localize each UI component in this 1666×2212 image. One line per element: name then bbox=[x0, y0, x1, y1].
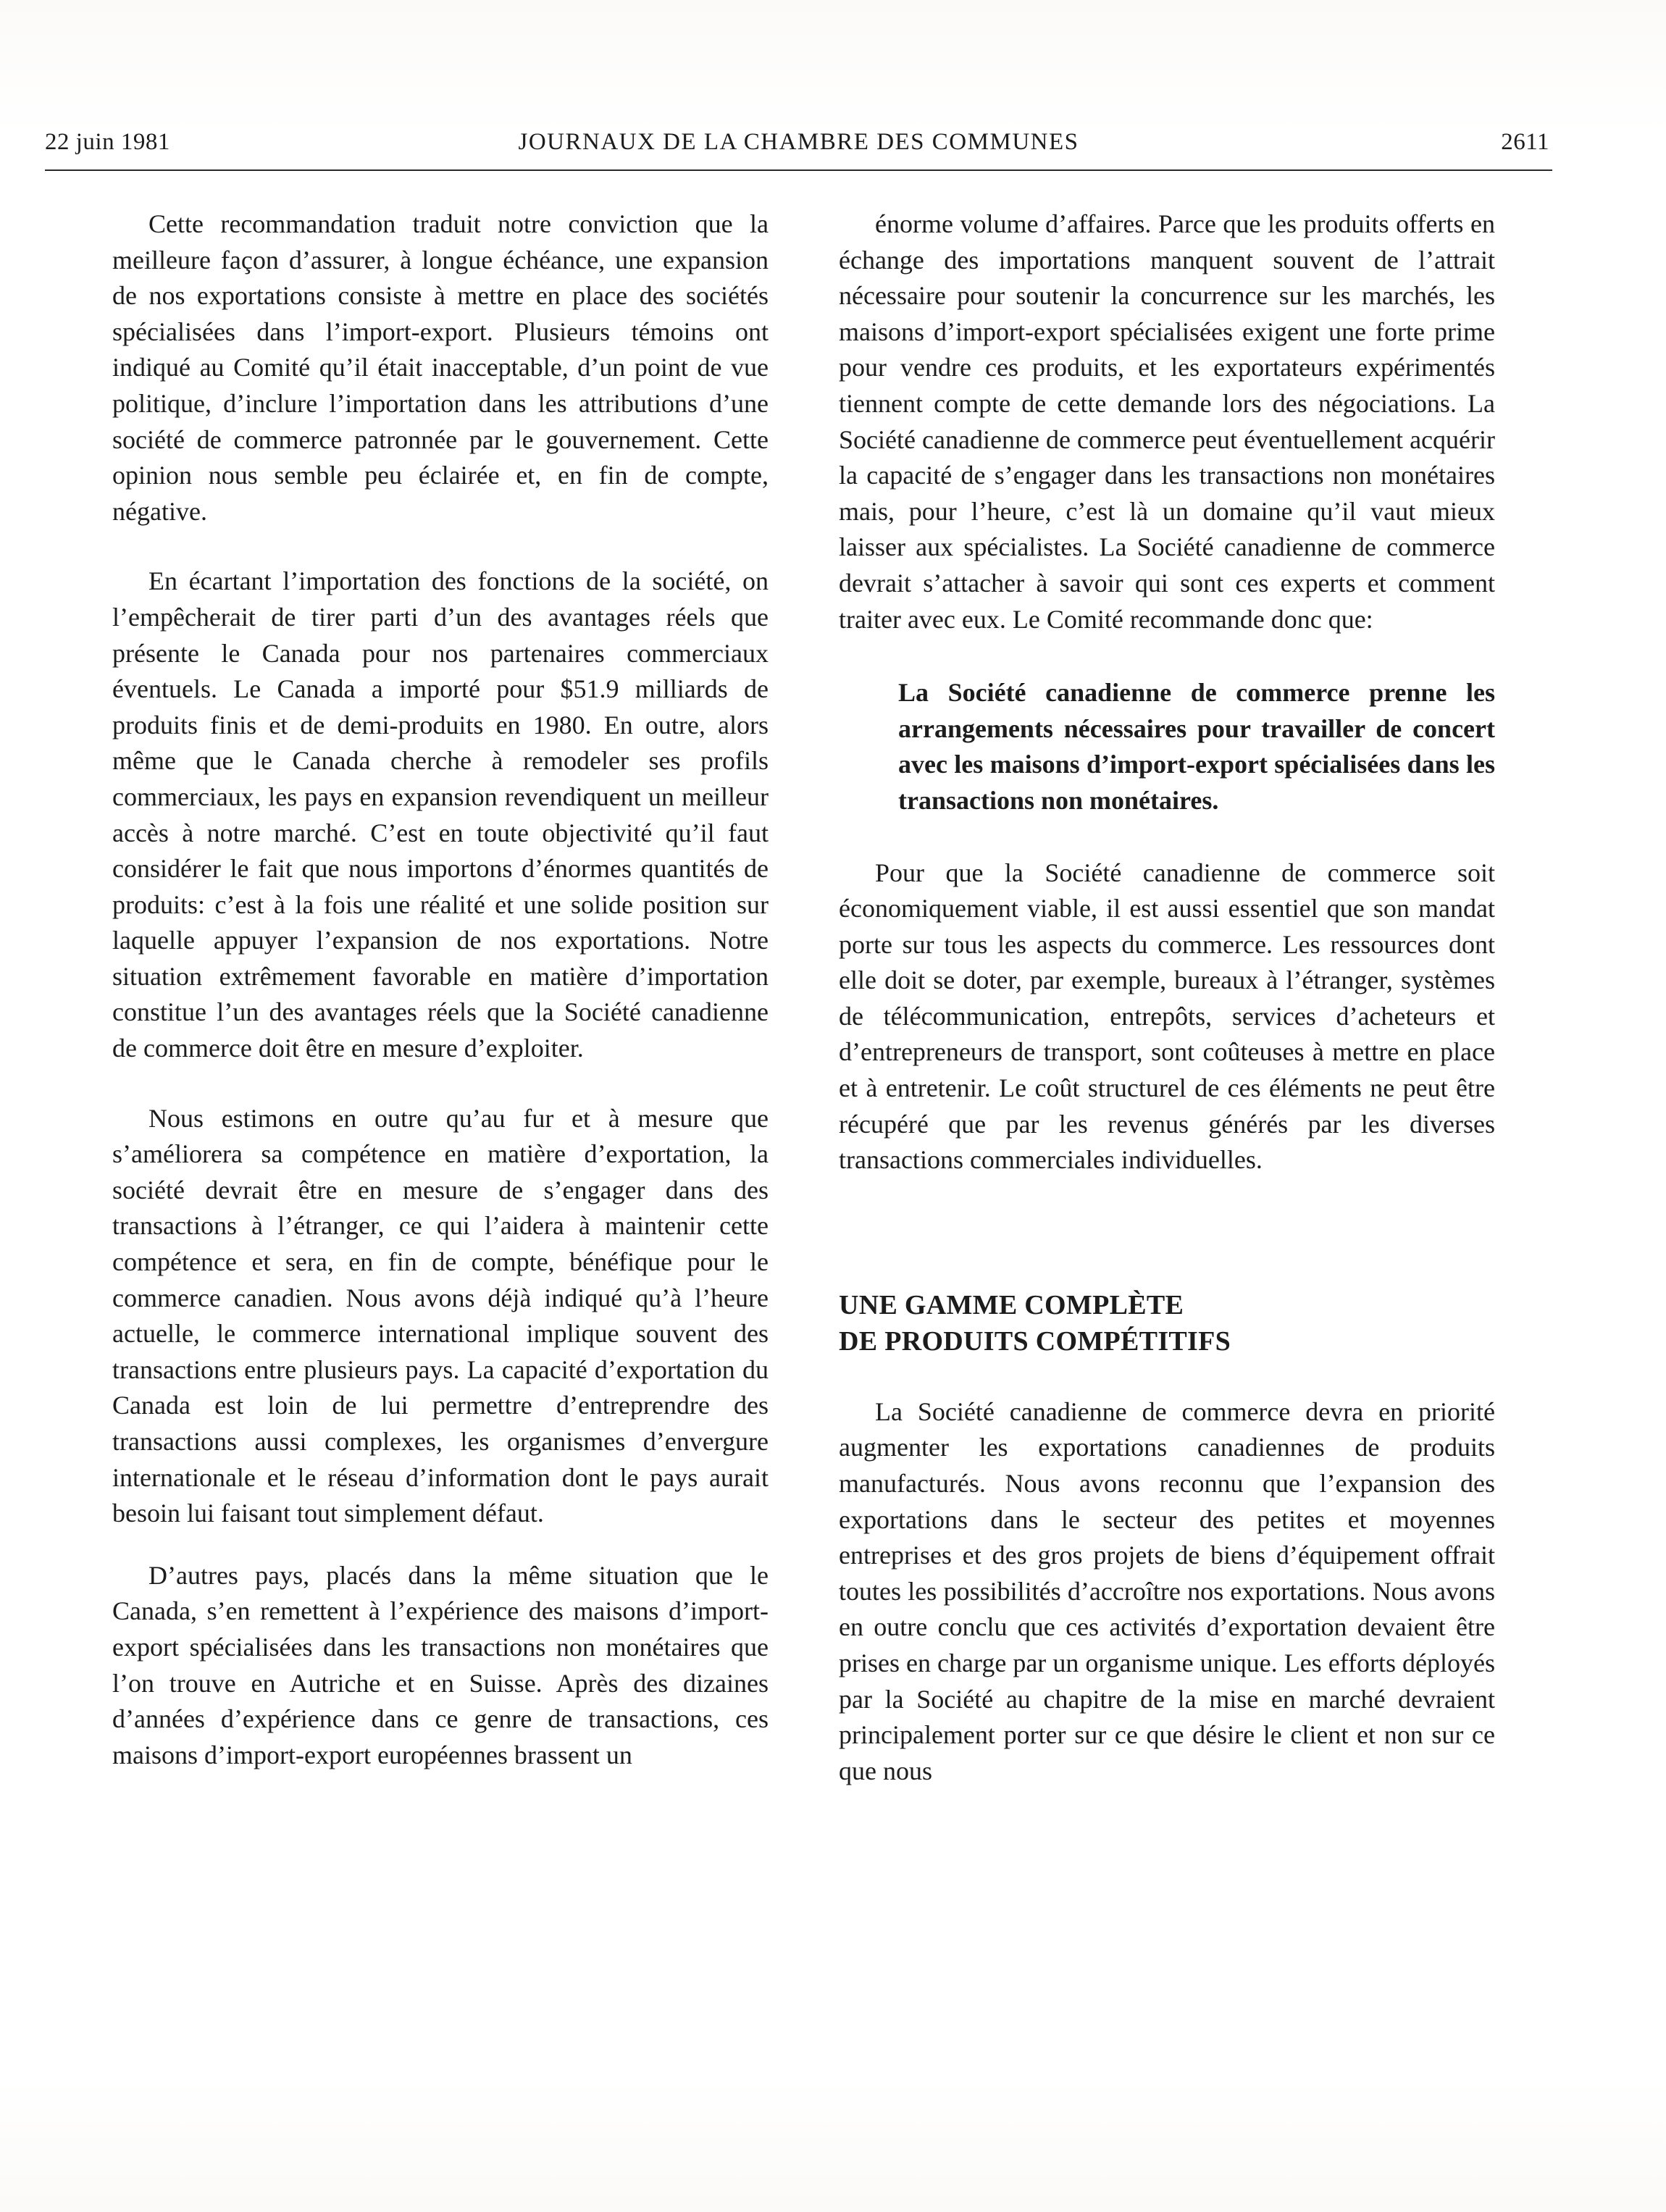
running-header bbox=[45, 129, 1552, 171]
section-heading-line-2: DE PRODUITS COMPÉTITIFS bbox=[839, 1325, 1231, 1357]
left-paragraph-4: D’autres pays, placés dans la même situation que le Canada, s’en remettent à l’expérience des maisons d’import-export spécialisées dans les transactions non monétaires que l’on trouve en Autriche et en Suisse. Après des dizaines d’années d’expérience dans ce genre de transactions, ces maisons d’import-export européennes brassent un bbox=[112, 1560, 769, 1769]
header-date: 22 juin 1981 bbox=[45, 129, 170, 155]
left-paragraph-2: En écartant l’importation des fonctions de la société, on l’empêcherait de tirer parti d’un des avantages réels que présente le Canada pour nos partenaires commerciaux éventuels. Le Canada a importé pour $51.9 milliards de produits finis et de demi-produits en 1980. En outre, alors même que le Canada cherche à remodeler ses profils commerciaux, les pays en expansion revendiquent un meilleur accès à notre marché. C’est en toute objectivité qu’il faut considérer le fait que nous importons d’énormes quantités de produits: c’est à la fois une réalité et une solide position sur laquelle appuyer l’expansion de nos exportations. Notre situation extrêmement favorable en matière d’importation constitue l’un des avantages réels que la Société canadienne de commerce doit être en mesure d’exploiter. bbox=[112, 566, 769, 1063]
header-page-number: 2611 bbox=[1501, 129, 1549, 155]
left-column bbox=[112, 206, 769, 1773]
recommendation-text: La Société canadienne de commerce prenne les arrangements nécessaires pour travailler de concert avec les maisons d’import-export spécialisées dans les transactions non monétaires. bbox=[898, 678, 1495, 815]
right-paragraph-3: La Société canadienne de commerce devra en priorité augmenter les exportations canadiennes de produits manufacturés. Nous avons reconnu que l’expansion des exportations dans le secteur des petites et moyennes entreprises et des gros projets de biens d’équipement offrait toutes les possibilités d’accroître nos exportations. Nous avons en outre conclu que ces activités d’exportation devaient être prises en charge par un organisme unique. Les efforts déployés par la Société au chapitre de la mise en marché devraient principalement porter sur ce que désire le client et non sur ce que nous bbox=[839, 1396, 1495, 1785]
left-paragraph-3: Nous estimons en outre qu’au fur et à mesure que s’améliorera sa compétence en matière d’exportation, la société devrait être en mesure de s’engager dans des transactions à l’étranger, ce qui l’aidera à maintenir cette compétence et sera, en fin de compte, bénéfique pour le commerce canadien. Nous avons déjà indiqué qu’à l’heure actuelle, le commerce international implique souvent des transactions entre plusieurs pays. La capacité d’exportation du Canada est loin de lui permettre d’entreprendre des transactions aussi complexes, les organismes d’envergure internationale et le réseau d’information dont le pays aurait besoin lui faisant tout simplement défaut. bbox=[112, 1103, 769, 1528]
right-paragraph-1: énorme volume d’affaires. Parce que les produits offerts en échange des importations manquent souvent de l’attrait nécessaire pour soutenir la concurrence sur les marchés, les maisons d’import-export spécialisées exigent une forte prime pour vendre ces produits, et les exportateurs expérimentés tiennent compte de cette demande lors des négociations. La Société canadienne de commerce peut éventuellement acquérir la capacité de s’engager dans les transactions non monétaires mais, pour l’heure, c’est là un domaine qu’il vaut mieux laisser aux spécialistes. La Société canadienne de commerce devrait s’attacher à savoir qui sont ces experts et comment traiter avec eux. Le Comité recommande donc que: bbox=[839, 209, 1495, 634]
right-column bbox=[839, 206, 1495, 1789]
left-paragraph-1: Cette recommandation traduit notre conviction que la meilleure façon d’assurer, à longue échéance, une expansion de nos exportations consiste à mettre en place des sociétés spécialisées dans l’import-export. Plusieurs témoins ont indiqué au Comité qu’il était inacceptable, d’un point de vue politique, d’inclure l’importation dans les attributions d’une société de commerce patronnée par le gouvernement. Cette opinion nous semble peu éclairée et, en fin de compte, négative. bbox=[112, 209, 769, 526]
right-paragraph-2: Pour que la Société canadienne de commerce soit économiquement viable, il est aussi essentiel que son mandat porte sur tous les aspects du commerce. Les ressources dont elle doit se doter, par exemple, bureaux à l’étranger, systèmes de télécommunication, entrepôts, services d’acheteurs et d’entrepreneurs de transport, sont coûteuses à mettre en place et à entretenir. Le coût structurel de ces éléments ne peut être récupéré que par les revenus générés par les diverses transactions commerciales individuelles. bbox=[839, 858, 1495, 1175]
section-heading-line-1: UNE GAMME COMPLÈTE bbox=[839, 1289, 1184, 1320]
section-heading bbox=[839, 1287, 1495, 1360]
header-journal-title: JOURNAUX DE LA CHAMBRE DES COMMUNES bbox=[518, 129, 1079, 155]
